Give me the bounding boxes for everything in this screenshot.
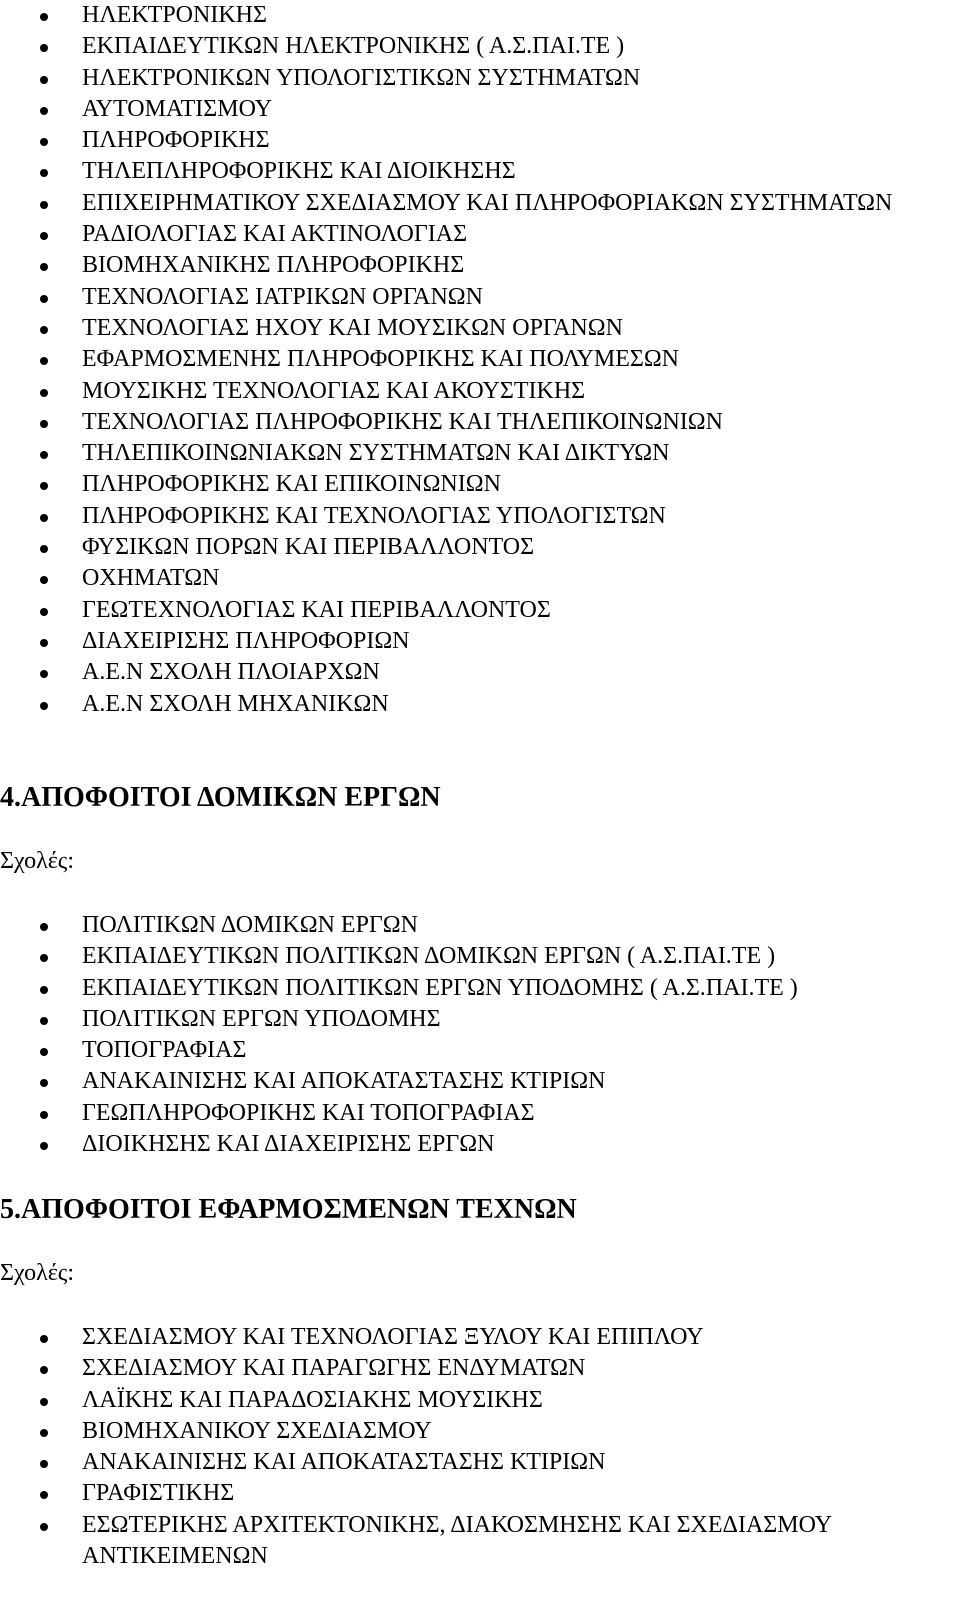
bullet-icon (40, 639, 48, 647)
bullet-icon (40, 357, 48, 365)
bullet-icon (40, 1523, 48, 1531)
list-item: ΤΕΧΝΟΛΟΓΙΑΣ ΠΛΗΡΟΦΟΡΙΚΗΣ ΚΑΙ ΤΗΛΕΠΙΚΟΙΝΩΝΙΩΝ (0, 407, 942, 438)
list-item: ΤΗΛΕΠΛΗΡΟΦΟΡΙΚΗΣ ΚΑΙ ΔΙΟΙΚΗΣΗΣ (0, 156, 942, 187)
list-item: Α.Ε.Ν ΣΧΟΛΗ ΠΛΟΙΑΡΧΩΝ (0, 657, 942, 688)
bullet-icon (40, 232, 48, 240)
list-item: ΑΝΑΚΑΙΝΙΣΗΣ ΚΑΙ ΑΠΟΚΑΤΑΣΤΑΣΗΣ ΚΤΙΡΙΩΝ (0, 1066, 798, 1097)
list-item: ΠΛΗΡΟΦΟΡΙΚΗΣ ΚΑΙ ΤΕΧΝΟΛΟΓΙΑΣ ΥΠΟΛΟΓΙΣΤΩΝ (0, 501, 942, 532)
list-item: ΔΙΟΙΚΗΣΗΣ ΚΑΙ ΔΙΑΧΕΙΡΙΣΗΣ ΕΡΓΩΝ (0, 1129, 798, 1160)
bullet-icon (40, 1017, 48, 1025)
list-item: ΤΕΧΝΟΛΟΓΙΑΣ ΗΧΟΥ ΚΑΙ ΜΟΥΣΙΚΩΝ ΟΡΓΑΝΩΝ (0, 313, 942, 344)
section-5-school-list (0, 1322, 942, 1572)
list-item: ΠΛΗΡΟΦΟΡΙΚΗΣ (0, 125, 942, 156)
section-3-school-list (0, 0, 942, 720)
bullet-icon (40, 986, 48, 994)
list-item: ΒΙΟΜΗΧΑΝΙΚΗΣ ΠΛΗΡΟΦΟΡΙΚΗΣ (0, 250, 942, 281)
list-item: ΕΚΠΑΙΔΕΥΤΙΚΩΝ ΗΛΕΚΤΡΟΝΙΚΗΣ ( Α.Σ.ΠΑΙ.ΤΕ ) (0, 31, 942, 62)
list-item: ΓΡΑΦΙΣΤΙΚΗΣ (0, 1478, 942, 1509)
bullet-icon (40, 13, 48, 21)
bullet-icon (40, 1048, 48, 1056)
bullet-icon (40, 514, 48, 522)
bullet-icon (40, 576, 48, 584)
section-5-schools-label: Σχολές: (0, 1260, 74, 1286)
bullet-icon (40, 1429, 48, 1437)
bullet-icon (40, 44, 48, 52)
list-item: ΗΛΕΚΤΡΟΝΙΚΗΣ (0, 0, 942, 31)
bullet-icon (40, 420, 48, 428)
list-item: ΑΝΑΚΑΙΝΙΣΗΣ ΚΑΙ ΑΠΟΚΑΤΑΣΤΑΣΗΣ ΚΤΙΡΙΩΝ (0, 1447, 942, 1478)
bullet-icon (40, 169, 48, 177)
list-item: ΛΑΪΚΗΣ ΚΑΙ ΠΑΡΑΔΟΣΙΑΚΗΣ ΜΟΥΣΙΚΗΣ (0, 1385, 942, 1416)
section-5-heading: 5.ΑΠΟΦΟΙΤΟΙ ΕΦΑΡΜΟΣΜΕΝΩΝ ΤΕΧΝΩΝ (0, 1194, 577, 1225)
list-item: ΤΕΧΝΟΛΟΓΙΑΣ ΙΑΤΡΙΚΩΝ ΟΡΓΑΝΩΝ (0, 282, 942, 313)
list-item: ΕΣΩΤΕΡΙΚΗΣ ΑΡΧΙΤΕΚΤΟΝΙΚΗΣ, ΔΙΑΚΟΣΜΗΣΗΣ ΚΑΙ ΣΧΕΔΙΑΣΜΟΥ ΑΝΤΙΚΕΙΜΕΝΩΝ (0, 1510, 942, 1573)
bullet-icon (40, 1111, 48, 1119)
list-item: ΠΟΛΙΤΙΚΩΝ ΕΡΓΩΝ ΥΠΟΔΟΜΗΣ (0, 1004, 798, 1035)
list-item: ΣΧΕΔΙΑΣΜΟΥ ΚΑΙ ΠΑΡΑΓΩΓΗΣ ΕΝΔΥΜΑΤΩΝ (0, 1353, 942, 1384)
bullet-icon (40, 263, 48, 271)
bullet-icon (40, 1335, 48, 1343)
list-item: ΒΙΟΜΗΧΑΝΙΚΟΥ ΣΧΕΔΙΑΣΜΟΥ (0, 1416, 942, 1447)
list-item: ΓΕΩΠΛΗΡΟΦΟΡΙΚΗΣ ΚΑΙ ΤΟΠΟΓΡΑΦΙΑΣ (0, 1098, 798, 1129)
bullet-icon (40, 138, 48, 146)
bullet-icon (40, 201, 48, 209)
bullet-icon (40, 1398, 48, 1406)
list-item: ΕΚΠΑΙΔΕΥΤΙΚΩΝ ΠΟΛΙΤΙΚΩΝ ΕΡΓΩΝ ΥΠΟΔΟΜΗΣ ( Α.Σ.ΠΑΙ.ΤΕ ) (0, 973, 798, 1004)
bullet-icon (40, 295, 48, 303)
list-item: ΣΧΕΔΙΑΣΜΟΥ ΚΑΙ ΤΕΧΝΟΛΟΓΙΑΣ ΞΥΛΟΥ ΚΑΙ ΕΠΙΠΛΟΥ (0, 1322, 942, 1353)
list-item: ΟΧΗΜΑΤΩΝ (0, 563, 942, 594)
list-item: ΕΠΙΧΕΙΡΗΜΑΤΙΚΟΥ ΣΧΕΔΙΑΣΜΟΥ ΚΑΙ ΠΛΗΡΟΦΟΡΙΑΚΩΝ ΣΥΣΤΗΜΑΤΩΝ (0, 188, 942, 219)
list-item: ΓΕΩΤΕΧΝΟΛΟΓΙΑΣ ΚΑΙ ΠΕΡΙΒΑΛΛΟΝΤΟΣ (0, 595, 942, 626)
section-4-school-list (0, 910, 798, 1160)
bullet-icon (40, 451, 48, 459)
list-item: ΜΟΥΣΙΚΗΣ ΤΕΧΝΟΛΟΓΙΑΣ ΚΑΙ ΑΚΟΥΣΤΙΚΗΣ (0, 376, 942, 407)
bullet-icon (40, 545, 48, 553)
bullet-icon (40, 702, 48, 710)
bullet-icon (40, 954, 48, 962)
list-item: ΤΟΠΟΓΡΑΦΙΑΣ (0, 1035, 798, 1066)
bullet-icon (40, 1460, 48, 1468)
list-item: ΠΟΛΙΤΙΚΩΝ ΔΟΜΙΚΩΝ ΕΡΓΩΝ (0, 910, 798, 941)
list-item: Α.Ε.Ν ΣΧΟΛΗ ΜΗΧΑΝΙΚΩΝ (0, 689, 942, 720)
bullet-icon (40, 107, 48, 115)
list-item: ΕΦΑΡΜΟΣΜΕΝΗΣ ΠΛΗΡΟΦΟΡΙΚΗΣ ΚΑΙ ΠΟΛΥΜΕΣΩΝ (0, 344, 942, 375)
bullet-icon (40, 1366, 48, 1374)
bullet-icon (40, 1491, 48, 1499)
list-item: ΡΑΔΙΟΛΟΓΙΑΣ ΚΑΙ ΑΚΤΙΝΟΛΟΓΙΑΣ (0, 219, 942, 250)
bullet-icon (40, 1079, 48, 1087)
list-item: ΤΗΛΕΠΙΚΟΙΝΩΝΙΑΚΩΝ ΣΥΣΤΗΜΑΤΩΝ ΚΑΙ ΔΙΚΤΥΩΝ (0, 438, 942, 469)
section-4-heading: 4.ΑΠΟΦΟΙΤΟΙ ΔΟΜΙΚΩΝ ΕΡΓΩΝ (0, 782, 441, 813)
bullet-icon (40, 326, 48, 334)
list-item: ΕΚΠΑΙΔΕΥΤΙΚΩΝ ΠΟΛΙΤΙΚΩΝ ΔΟΜΙΚΩΝ ΕΡΓΩΝ ( Α.Σ.ΠΑΙ.ΤΕ ) (0, 941, 798, 972)
list-item: ΑΥΤΟΜΑΤΙΣΜΟΥ (0, 94, 942, 125)
bullet-icon (40, 1142, 48, 1150)
bullet-icon (40, 389, 48, 397)
bullet-icon (40, 482, 48, 490)
section-4-schools-label: Σχολές: (0, 848, 74, 874)
bullet-icon (40, 76, 48, 84)
list-item: ΦΥΣΙΚΩΝ ΠΟΡΩΝ ΚΑΙ ΠΕΡΙΒΑΛΛΟΝΤΟΣ (0, 532, 942, 563)
bullet-icon (40, 608, 48, 616)
list-item: ΠΛΗΡΟΦΟΡΙΚΗΣ ΚΑΙ ΕΠΙΚΟΙΝΩΝΙΩΝ (0, 469, 942, 500)
bullet-icon (40, 923, 48, 931)
bullet-icon (40, 670, 48, 678)
list-item: ΔΙΑΧΕΙΡΙΣΗΣ ΠΛΗΡΟΦΟΡΙΩΝ (0, 626, 942, 657)
list-item: ΗΛΕΚΤΡΟΝΙΚΩΝ ΥΠΟΛΟΓΙΣΤΙΚΩΝ ΣΥΣΤΗΜΑΤΩΝ (0, 63, 942, 94)
